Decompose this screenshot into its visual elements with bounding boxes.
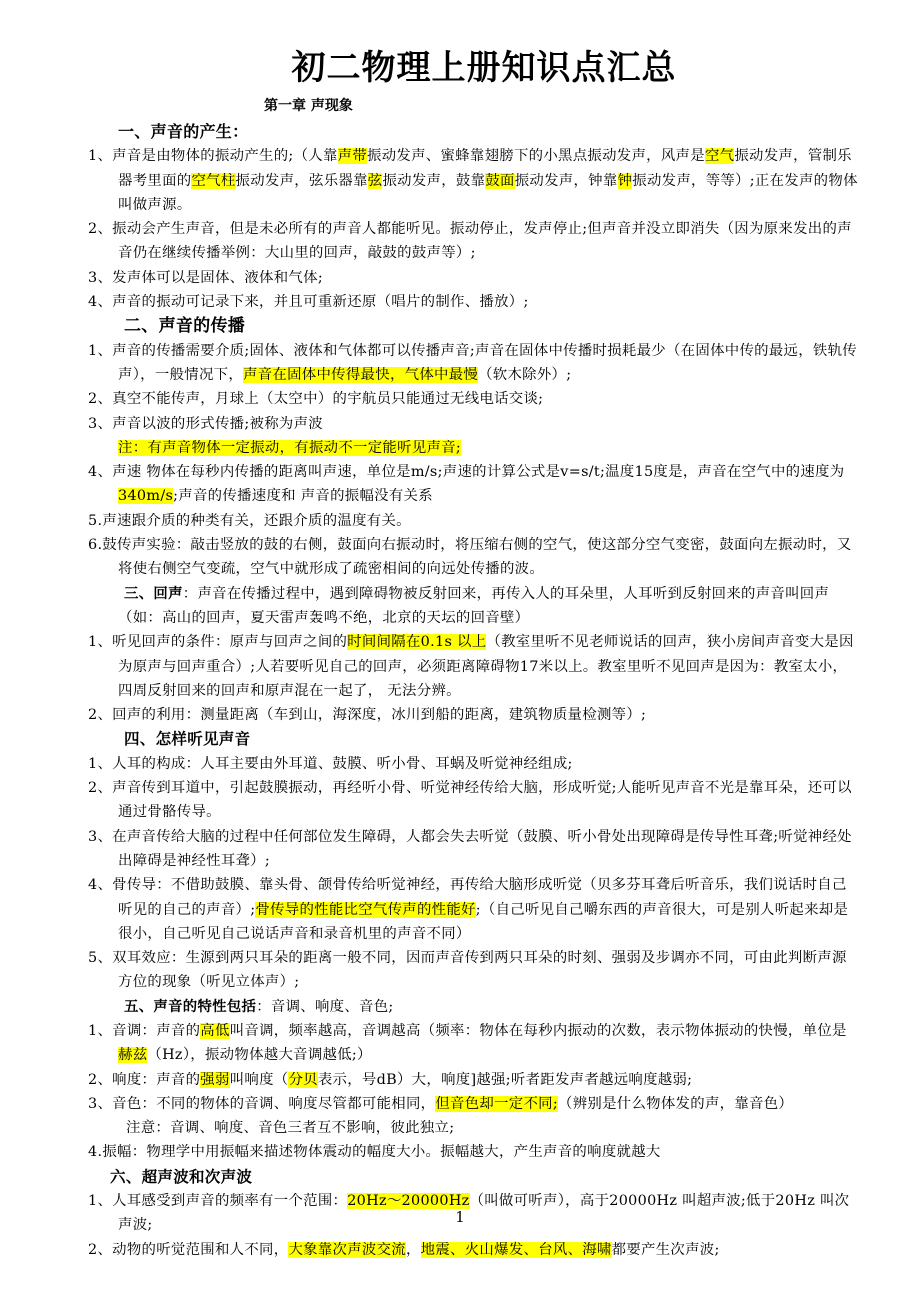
highlighted-text: 声带	[337, 148, 368, 165]
list-item	[88, 460, 860, 509]
text-run: 3、音色：不同的物体的音调、响度尽管都可能相同，	[88, 1095, 436, 1112]
text-run: ;声音的传播速度和 声音的振幅没有关系	[173, 488, 433, 505]
text-run: 2、声音传到耳道中，引起鼓膜振动，再经听小骨、听觉神经传给大脑，形成听觉;人能听见声音不光是靠耳朵，还可以通过骨骼传导。	[88, 780, 852, 821]
section-heading	[88, 1165, 860, 1189]
text-run: ，	[405, 1241, 421, 1258]
highlighted-text: 空气	[704, 148, 735, 165]
highlighted-text: 大象靠次声波交流	[288, 1241, 406, 1258]
text-run: 6.鼓传声实验：敲击竖放的鼓的右侧，鼓面向右振动时，将压缩右侧的空气，使这部分空气变密，鼓面向左振动时，又将使右侧空气变疏，空气中就形成了疏密相间的向远处传播的波。	[88, 537, 852, 578]
text-run: 都要产生次声波;	[611, 1241, 720, 1258]
text-run: 2、回声的利用：测量距离（车到山，海深度，冰川到船的距离，建筑物质量检测等）;	[88, 707, 647, 724]
highlighted-text: 骨传导的性能比空气传声的性能好	[255, 901, 476, 918]
document-page	[88, 46, 860, 1262]
text-run: 一、声音的产生：	[118, 122, 249, 141]
list-item	[88, 1068, 860, 1092]
text-run: （软木除外）;	[478, 366, 572, 383]
list-item	[88, 703, 860, 727]
list-item	[88, 290, 860, 314]
list-item	[88, 1019, 860, 1068]
text-run: 三、回声	[124, 584, 183, 602]
text-run: 1、声音是由物体的振动产生的;（人靠	[88, 148, 338, 165]
list-item	[88, 995, 860, 1019]
text-run: 1、听见回声的条件：原声与回声之间的	[88, 634, 348, 651]
text-run: 叫响度（	[229, 1071, 289, 1088]
list-item	[88, 825, 860, 874]
text-run: 五、声音的特性包括	[124, 997, 257, 1015]
page-number: 1	[455, 1208, 465, 1226]
text-run: 1、人耳感受到声音的频率有一个范围：	[88, 1193, 348, 1210]
text-run: 2、真空不能传声，月球上（太空中）的宇航员只能通过无线电话交谈;	[88, 391, 544, 408]
list-item	[88, 873, 860, 946]
text-run: 表示，号dB）大，响度]越强;听者距发声者越远响度越弱;	[317, 1071, 693, 1088]
list-item	[88, 339, 860, 388]
highlighted-text: 但音色却一定不同;	[435, 1095, 559, 1112]
section-heading	[88, 727, 860, 751]
list-item	[88, 509, 860, 533]
list-item	[88, 582, 860, 631]
highlighted-text: 弦	[367, 172, 383, 189]
list-item	[88, 533, 860, 582]
list-item	[88, 1140, 860, 1164]
highlighted-text: 鼓面	[485, 172, 515, 189]
text-run: 4、骨传导：不借助鼓膜、靠头骨、颌骨传给听觉神经，再传给大脑形成听觉（贝多芬耳聋后听音乐，我们说话时自己听见的自己的声音）;	[88, 877, 847, 918]
text-run: 振动发声，钟靠	[514, 172, 618, 189]
list-item	[88, 217, 860, 266]
note-paragraph	[88, 436, 860, 460]
text-run: 5.声速跟介质的种类有关，还跟介质的温度有关。	[88, 512, 411, 529]
text-run: 4.振幅：物理学中用振幅来描述物体震动的幅度大小。振幅越大，产生声音的响度就越大	[88, 1144, 661, 1161]
highlighted-text: 赫兹	[118, 1047, 148, 1064]
highlighted-text: 时间间隔在0.1s 以上	[347, 634, 487, 651]
text-run: 3、在声音传给大脑的过程中任何部位发生障碍，人都会失去听觉（鼓膜、听小骨处出现障碍是传导性耳聋;听觉神经处出障碍是神经性耳聋）;	[88, 828, 852, 869]
chapter-heading: 第一章 声现象	[264, 98, 353, 114]
text-run: （Hz），振动物体越大音调越低;）	[147, 1047, 372, 1064]
text-run: ：音调、响度、音色;	[256, 998, 394, 1015]
text-run: （叫做可听声），高于20000Hz 叫超声波;低于20Hz 叫次声波;	[118, 1193, 850, 1234]
list-item	[88, 776, 860, 825]
text-run: 振动发声，管制乐器考里面的	[118, 148, 852, 189]
text-run: 3、声音以波的形式传播;被称为声波	[88, 415, 323, 432]
list-item	[88, 1092, 860, 1116]
text-run: 振动发声，鼓靠	[382, 172, 486, 189]
text-run: 叫音调，频率越高，音调越高（频率：物体在每秒内振动的次数，表示物体振动的快慢，单位是	[229, 1022, 847, 1039]
text-run: 六、超声波和次声波	[110, 1166, 253, 1186]
text-run: （教室里听不见老师说话的回声，狭小房间声音变大是因为原声与回声重合）;人若要听见自己的回声，必须距离障碍物17米以上。教室里听不见回声是因为：教室太小，四周反射回来的回声和原声混在一起了， 无法分辨。	[118, 634, 854, 699]
text-run: （辨别是什么物体发的声，靠音色）	[558, 1095, 794, 1112]
document-title: 初二物理上册知识点汇总	[291, 48, 677, 88]
text-run: 3、发声体可以是固体、液体和气体;	[88, 269, 323, 286]
text-run: 2、振动会产生声音，但是未必所有的声音人都能听见。振动停止，发声停止;但声音并没立即消失（因为原来发出的声音仍在继续传播举例：大山里的回声，敲鼓的鼓声等）;	[88, 221, 852, 262]
section-heading	[88, 314, 860, 338]
text-run: 四、怎样听见声音	[124, 729, 251, 749]
text-run: 2、响度：声音的	[88, 1071, 201, 1088]
text-run: 振动发声，弦乐器靠	[235, 172, 368, 189]
list-item	[88, 387, 860, 411]
list-item	[88, 946, 860, 995]
text-run: 1、人耳的构成：人耳主要由外耳道、鼓膜、听小骨、耳蜗及听觉神经组成;	[88, 755, 573, 772]
text-run: 1、声音的传播需要介质;固体、液体和气体都可以传播声音;声音在固体中传播时损耗最少（在固体中传的最远，铁轨传声），一般情况下，	[88, 342, 857, 383]
text-run: 4、声速 物体在每秒内传播的距离叫声速，单位是m/s;声速的计算公式是v=s/t;温度15度是，声音在空气中的速度为	[88, 464, 845, 481]
text-run: ;（自己听见自己嚼东西的声音很大，可是别人听起来却是很小，自己听见自己说话声音和录音机里的声音不同）	[118, 901, 849, 942]
list-item	[88, 752, 860, 776]
highlighted-text: 分贝	[288, 1071, 318, 1088]
highlighted-text: 20Hz～20000Hz	[347, 1193, 470, 1210]
note-paragraph	[88, 1116, 860, 1140]
list-item	[88, 1238, 860, 1262]
list-item	[88, 144, 860, 217]
highlighted-text: 空气柱	[191, 172, 236, 189]
highlighted-text: 注：有声音物体一定振动，有振动不一定能听见声音;	[118, 439, 462, 456]
text-run: 2、动物的听觉范围和人不同，	[88, 1241, 289, 1258]
text-run: ：声音在传播过程中，遇到障碍物被反射回来，再传入人的耳朵里，人耳听到反射回来的声音叫回声（如：高山的回声，夏天雷声轰鸣不绝，北京的天坛的回音壁）	[118, 585, 830, 626]
text-run: 二、声音的传播	[124, 316, 246, 337]
highlighted-text: 高低	[200, 1022, 230, 1039]
document-body	[88, 120, 860, 1262]
highlighted-text: 声音在固体中传得最快，气体中最慢	[243, 366, 479, 383]
highlighted-text: 地震、火山爆发、台风、海啸	[420, 1241, 612, 1258]
text-run: 振动发声，等等）;正在发声的物体叫做声源。	[118, 172, 858, 213]
text-run: 振动发声、蜜蜂靠翅膀下的小黑点振动发声，风声是	[367, 148, 705, 165]
list-item	[88, 630, 860, 703]
list-item	[88, 412, 860, 436]
text-run: 注意：音调、响度、音色三者互不影响，彼此独立;	[126, 1120, 455, 1137]
section-heading	[88, 120, 860, 144]
highlighted-text: 强弱	[200, 1071, 230, 1088]
text-run: 4、声音的振动可记录下来，并且可重新还原（唱片的制作、播放）;	[88, 294, 529, 311]
highlighted-text: 340m/s	[118, 488, 174, 505]
text-run: 1、音调：声音的	[88, 1022, 201, 1039]
list-item	[88, 266, 860, 290]
highlighted-text: 钟	[617, 172, 633, 189]
text-run: 5、双耳效应：生源到两只耳朵的距离一般不同，因而声音传到两只耳朵的时刻、强弱及步调亦不同，可由此判断声源方位的现象（听见立体声）;	[88, 950, 847, 991]
